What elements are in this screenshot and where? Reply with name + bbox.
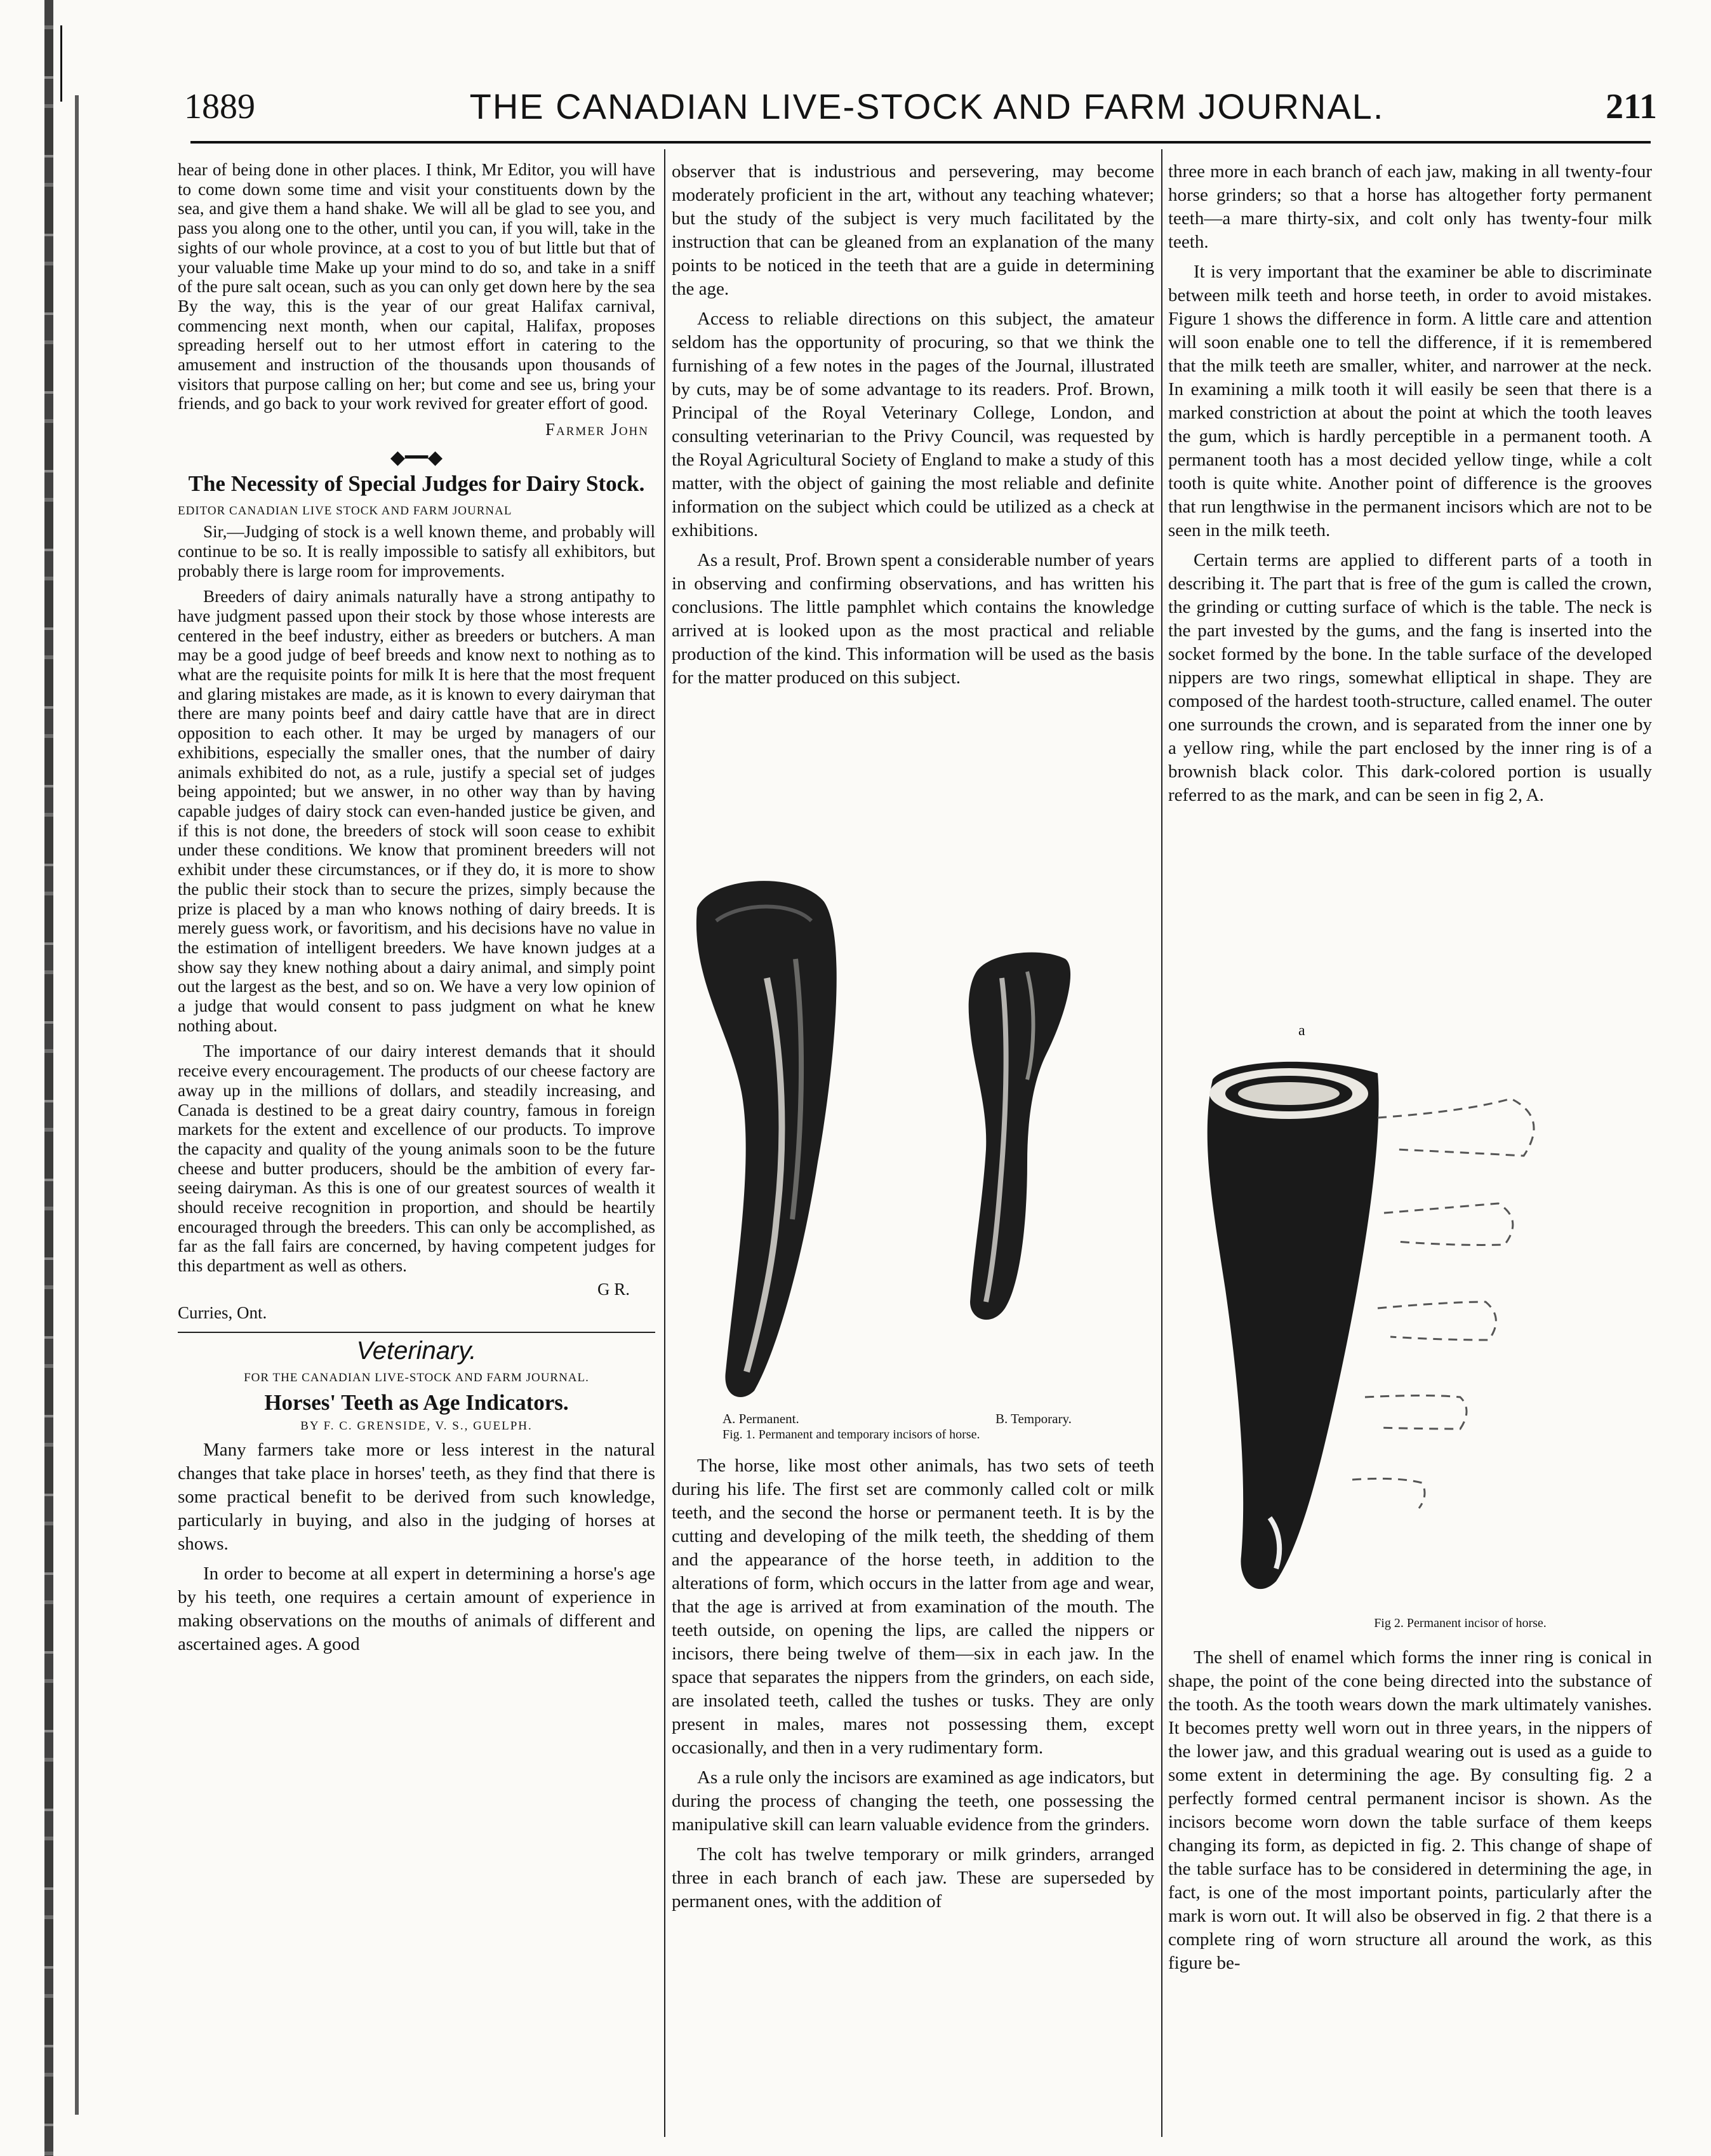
figure-1-label-a: A. Permanent.	[722, 1411, 799, 1426]
article-byline: BY F. C. GRENSIDE, V. S., GUELPH.	[300, 1419, 533, 1433]
column-2-lower	[672, 1454, 1154, 1920]
signature-initials: G R.	[597, 1279, 630, 1299]
letter-continuation: hear of being done in other places. I think, Mr Editor, you will have to come down some time and visit your constituents down by the sea, and give them a hand shake. We will all be glad to see you, and pass you along one to the other, until you can, if you will, take in the sights of our whole province, at a cost to you of but little but that of your valuable time Make up your mind to do so, and take in a sniff of the pure salt ocean, such as you can only get down here by the sea By the way, this is the year of our great Halifax carnival, commencing next month, when our capital, Halifax, proposes spreading herself out to her utmost effort in catering to the amusement and instruction of the thousands upon thousands of visitors that purpose calling on her; but come and see us, bring your friends, and go back to your work revived for greater effort of good.	[178, 160, 655, 413]
column-1	[178, 160, 655, 1663]
ornament-divider-icon: ◆━━◆	[390, 447, 443, 469]
column-rule-2	[1161, 149, 1162, 2137]
figure-2-label: a	[1298, 1022, 1305, 1039]
signature-place: Curries, Ont.	[178, 1302, 267, 1322]
header-page-number: 211	[1606, 87, 1657, 126]
article-heading-horses-teeth: Horses' Teeth as Age Indicators.	[264, 1389, 569, 1415]
col2-paragraph-6: The colt has twelve temporary or milk grinders, arranged three in each branch of each jaw. These are superseded by permanent ones, with the addition of	[672, 1844, 1154, 1912]
col2-paragraph-5: As a rule only the incisors are examined as age indicators, but during the process of changing the teeth, one possessing the manipulative skill can learn valuable evidence from the grinders.	[672, 1767, 1154, 1835]
article-heading-dairy-judges: The Necessity of Special Judges for Dairy Stock.	[188, 471, 645, 497]
col2-paragraph-3: As a result, Prof. Brown spent a considerable number of years in observing and confirming observations, and has written his conclusions. The little pamphlet which contains the knowledge arrived at is looked upon as the most practical and reliable production of the kind. This information will be used as the basis for the matter produced on this subject.	[672, 550, 1154, 688]
col3-paragraph-3: Certain terms are applied to different parts of a tooth in describing it. The part that is free of the gum is called the crown, the grinding or cutting surface of which is the table. The neck is the part invested by the gums, and the fang is inserted into the socket formed by the bone. In the table surface of the developed nippers are two rings, somewhat elliptical in shape. They are composed of the hardest tooth-structure, called enamel. The outer one surrounds the crown, and is separated from the inner one by a yellow ring, while the part enclosed by the inner ring is of a brownish black color. This dark-colored portion is usually referred to as the mark, and can be seen in fig 2, A.	[1168, 550, 1652, 805]
signature-farmer-john: Farmer John	[545, 420, 649, 439]
dairy-paragraph-2: Breeders of dairy animals naturally have a strong antipathy to have judgment passed upon their stock by those whose interests are centered in the beef industry, either as breeders or butchers. A man may be a good judge of beef breeds and know next to nothing as to what are the requisite points for milk It is here that the most frequent and glaring mistakes are made, as it is known to every dairyman that there are many points beef and dairy cattle have that are in direct opposition to each other. It may be urged by managers of our exhibitions, especially the smaller ones, that the number of dairy animals exhibited do not, as a rule, justify a special set of judges being appointed; but we answer, in no other way than by having capable judges of dairy stock can even-handed justice be given, and if this is not done, the breeders of stock will soon cease to exhibit under these conditions. We know that prominent breeders will not exhibit under these circumstances, or if they do, it is more to show the public their stock than to secure the prizes, simply because the prize is placed by a man who knows nothing of dairy breeds. It is merely guess work, or favoritism, and his decisions have no value in the estimation of intelligent breeders. We have known judges at a show say they knew nothing about a dairy animal, and simply point out the largest as the best, and so on. We have a very low opinion of a judge that would consent to pass judgment on what he knew nothing about.	[178, 587, 655, 1035]
header-year: 1889	[184, 87, 255, 126]
section-heading-veterinary: Veterinary.	[356, 1336, 477, 1365]
figure-1-caption: Fig. 1. Permanent and temporary incisors of horse.	[722, 1428, 980, 1442]
page-binding-line	[75, 95, 79, 2115]
col3-paragraph-2: It is very important that the examiner be able to discriminate between milk teeth and horse teeth, in order to avoid mistakes. Figure 1 shows the difference in form. A little care and attention will soon enable one to tell the difference, if it is remembered that the milk teeth are smaller, whiter, and narrower at the neck. In examining a milk tooth it will easily be seen that there is a marked constriction at about the point at which the tooth leaves the gum, which is hardly perceptible in a permanent tooth. A permanent tooth has a most decided yellow tinge, while a colt tooth is quite white. Another point of difference is the grooves that run lengthwise in the permanent incisors which are not to be seen in the milk teeth.	[1168, 262, 1652, 540]
column-rule-1	[664, 149, 665, 2137]
col3-paragraph-4: The shell of enamel which forms the inner ring is conical in shape, the point of the cone being directed into the substance of the tooth. As the tooth wears down the mark ultimately vanishes. It becomes pretty well worn out in three years, in the nippers of the lower jaw, and this gradual wearing out is used as a guide to some extent in determining the age. By consulting fig. 2 a perfectly formed central permanent incisor is shown. As the incisors become worn down the table surface of them keeps changing its form, as depicted in fig. 2. This change of shape of the table surface has to be considered in determining the age, in fact, is one of the most important points, particularly after the mark is worn out. It will also be observed in fig. 2 that there is a complete ring of worn structure all around the work, as this figure be-	[1168, 1647, 1652, 1973]
col2-paragraph-1: observer that is industrious and persevering, may become moderately proficient in the art, without any teaching whatever; but the study of the subject is very much facilitated by the instruction that can be gleaned from an explanation of the many points to be noticed in the teeth that are a guide in determining the age.	[672, 161, 1154, 299]
header-rule	[190, 141, 1651, 144]
figure-1-label-b: B. Temporary.	[995, 1411, 1072, 1426]
figure-1-incisors	[672, 864, 1154, 1442]
col2-paragraph-4: The horse, like most other animals, has two sets of teeth during his life. The first set are commonly called colt or milk teeth, and the second the horse or permanent teeth. It is by the cutting and developing of the milk teeth, the shedding of them and the appearance of the horse teeth, in addition to the alterations of form, which occurs in the latter from age and wear, that the age is arrived at from examination of the mouth. The teeth outside, on opening the lips, are called the nippers or incisors, there being twelve of them—six in each jaw. In the space that separates the nippers from the grinders, on each side, are insolated teeth, called the tushes or tusks. They are only present in males, mares not possessing them, except occasionally, and then in a very rudimentary form.	[672, 1456, 1154, 1758]
section-rule	[178, 1332, 655, 1333]
header-title: THE CANADIAN LIVE-STOCK AND FARM JOURNAL.	[469, 86, 1385, 126]
dairy-paragraph-1: Sir,—Judging of stock is a well known theme, and probably will continue to be so. It is really impossible to satisfy all exhibitors, but probably there is large room for improvements.	[178, 522, 655, 580]
figure-1-drawing	[672, 864, 1154, 1410]
figure-2-caption: Fig 2. Permanent incisor of horse.	[1374, 1616, 1547, 1630]
teeth-paragraph-1: Many farmers take more or less interest in the natural changes that take place in horses' teeth, as they find that there is some practical benefit to be derived from such knowledge, particularly in buying, and also in the judging of horses at shows.	[178, 1439, 655, 1554]
column-3	[1168, 160, 1652, 814]
teeth-paragraph-2: In order to become at all expert in determining a horse's age by his teeth, one requires a certain amount of experience in making observations on the mouths of animals of different and ascertained ages. A good	[178, 1563, 655, 1654]
editor-salutation-line: EDITOR CANADIAN LIVE STOCK AND FARM JOURNAL	[178, 504, 512, 518]
col3-paragraph-1: three more in each branch of each jaw, making in all twenty-four horse grinders; so that a horse has altogether forty permanent teeth—a mare thirty-six, and colt only has twenty-four milk teeth.	[1168, 161, 1652, 252]
page-binding-mark	[60, 25, 62, 102]
dairy-paragraph-3: The importance of our dairy interest demands that it should receive every encouragement. The products of our cheese factory are away up in the millions of dollars, and steadily increasing, and Canada is destined to be a great dairy country, famous in foreign markets for the extent and excellence of our products. To improve the capacity and quality of the young animals soon to be the future cheese and butter producers, should be the ambition of every far-seeing dairyman. As this is one of our greatest sources of wealth it should receive recognition in proportion, and should be heartily encouraged through the breeders. This can only be accomplished, as far as the fall fairs are concerned, by having competent judges for this department as well as others.	[178, 1041, 655, 1276]
figure-2-drawing	[1168, 1022, 1652, 1613]
for-journal-line: FOR THE CANADIAN LIVE-STOCK AND FARM JOURNAL.	[244, 1370, 589, 1384]
col2-paragraph-2: Access to reliable directions on this subject, the amateur seldom has the opportunity of procuring, so that we think the furnishing of a few notes in the pages of the Journal, illustrated by cuts, may be of some advantage to its readers. Prof. Brown, Principal of the Royal Veterinary College, London, and consulting veterinarian to the Privy Council, was requested by the Royal Agricultural Society of England to make a study of this matter, with the object of gaining the most reliable and definite information on the subject which could be utilized as a check at exhibitions.	[672, 309, 1154, 540]
column-3-lower	[1168, 1646, 1652, 1981]
page-binding-edge	[44, 0, 53, 2156]
column-2	[672, 160, 1154, 696]
page-header	[184, 81, 1670, 132]
figure-2-incisor	[1168, 1022, 1652, 1632]
